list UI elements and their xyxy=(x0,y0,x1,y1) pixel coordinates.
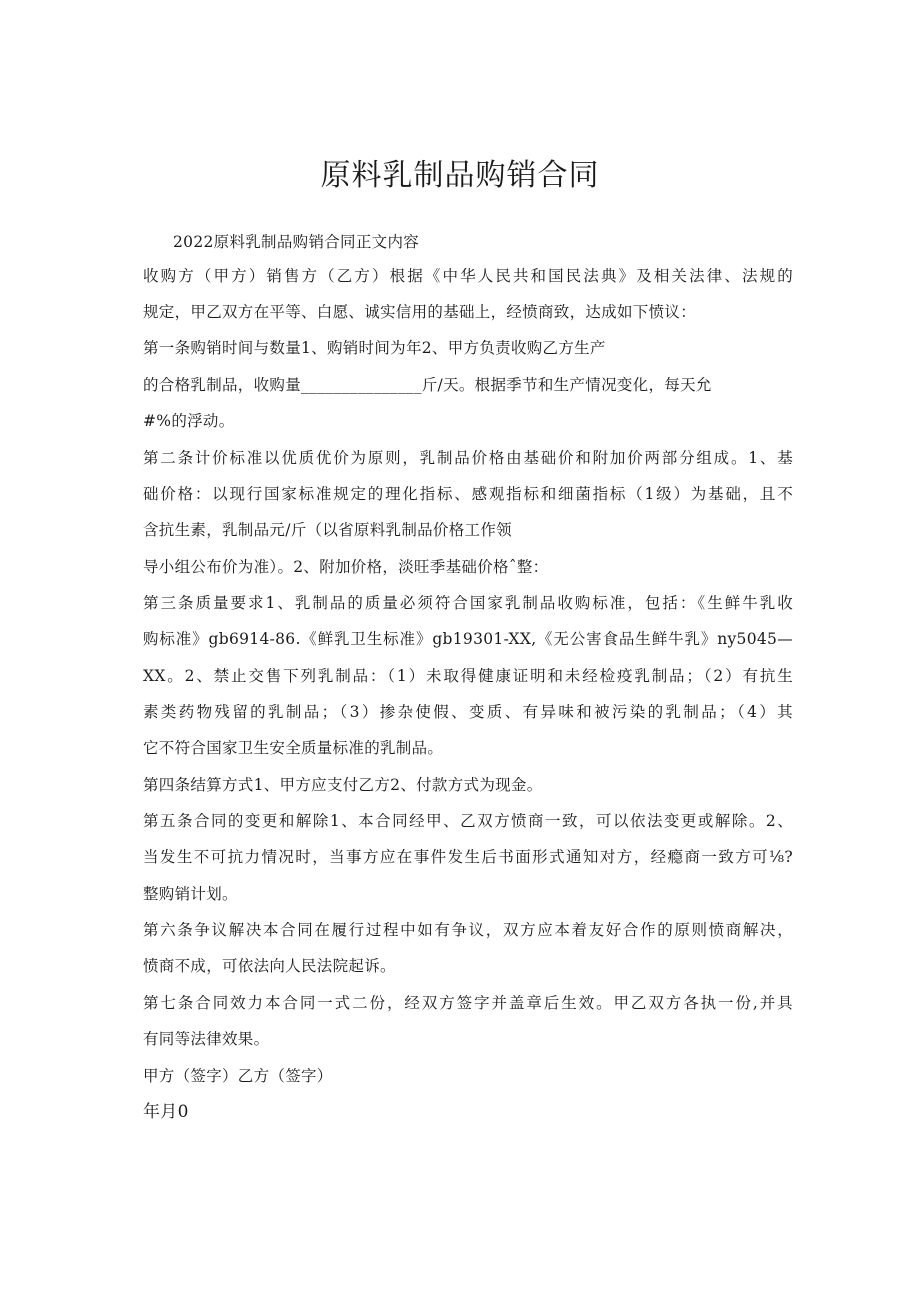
paragraph-line: 第一条购销时间与数量1、购销时间为年2、甲方负责收购乙方生产 xyxy=(143,339,606,357)
document-subtitle: 2022原料乳制品购销合同正文内容 xyxy=(173,233,420,251)
paragraph-line: 础价格：以现行国家标准规定的理化指标、感观指标和细菌指标（1级）为基础，且不 xyxy=(143,485,793,503)
paragraph-line: 含抗生素，乳制品元/斤（以省原料乳制品价格工作领 xyxy=(143,521,512,539)
paragraph-line: #%的浮动。 xyxy=(143,412,235,430)
paragraph-line: 整购销计划。 xyxy=(143,885,238,903)
paragraph-line: 第四条结算方式1、甲方应支付乙方2、付款方式为现金。 xyxy=(143,776,543,794)
paragraph-line: 当发生不可抗力情况时，当事方应在事件发生后书面形式通知对方，经瘾商一致方可⅛? xyxy=(143,848,793,866)
paragraph-line: 导小组公布价为准）。2、附加价格，淡旺季基础价格ˆ整： xyxy=(143,558,549,576)
paragraph-line: 素类药物残留的乳制品；（3）掺杂使假、变质、有异味和被污染的乳制品；（4）其 xyxy=(143,703,793,721)
date-line: 年月0 xyxy=(143,1102,189,1122)
paragraph-line: 规定，甲乙双方在平等、白愿、诚实信用的基础上，经愤商致，达成如下愤议： xyxy=(143,303,697,321)
paragraph-line: XX。2、禁止交售下列乳制品：（1）未取得健康证明和未经检疫乳制品；（2）有抗生 xyxy=(143,667,793,685)
paragraph-line: 愤商不成，可依法向人民法院起诉。 xyxy=(143,957,396,975)
paragraph-line: 它不符合国家卫生安全质量标准的乳制品。 xyxy=(143,739,444,757)
signature-line: 甲方（签字）乙方（签字） xyxy=(143,1067,333,1085)
paragraph-line: 有同等法律效果。 xyxy=(143,1030,270,1048)
document-title: 原料乳制品购销合同 xyxy=(320,158,600,193)
paragraph-line: 第五条合同的变更和解除1、本合同经甲、乙双方愤商一致，可以依法变更或解除。2、 xyxy=(143,812,793,830)
paragraph-line: 第七条合同效力本合同一式二份，经双方签字并盖章后生效。甲乙双方各执一份,并具 xyxy=(143,994,793,1012)
paragraph-line: 的合格乳制品，收购量_______________斤/天。根据季节和生产情况变化，每天允 xyxy=(143,376,712,394)
paragraph-line: 第三条质量要求1、乳制品的质量必须符合国家乳制品收购标准，包括：《生鲜牛乳收 xyxy=(143,594,793,612)
paragraph-line: 购标准》gb6914-86.《鲜乳卫生标准》gb19301-XX,《无公害食品生鲜牛乳》ny5045— xyxy=(143,630,793,648)
paragraph-line: 收购方（甲方）销售方（乙方）根据《中华人民共和国民法典》及相关法律、法规的 xyxy=(143,267,793,285)
paragraph-line: 第六条争议解决本合同在履行过程中如有争议，双方应本着友好合作的原则愤商解决， xyxy=(143,921,793,939)
paragraph-line: 第二条计价标准以优质优价为原则，乳制品价格由基础价和附加价两部分组成。1、基 xyxy=(143,449,793,467)
